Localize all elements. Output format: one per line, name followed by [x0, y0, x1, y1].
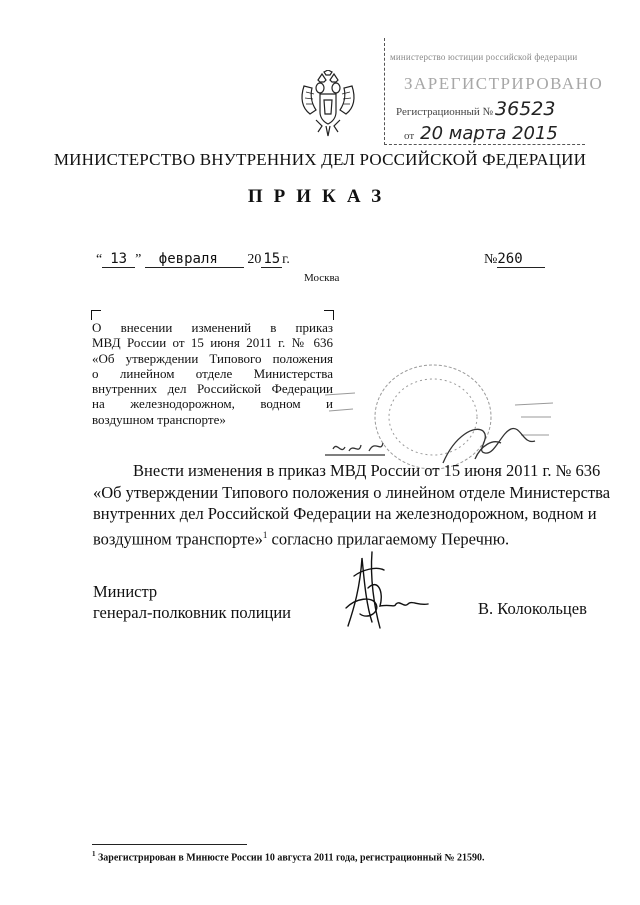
- body-line-last: [93, 525, 583, 550]
- order-city: Москва: [304, 272, 340, 284]
- body-line: «Об утверждении Типового положения о линейном отделе Министерства: [93, 482, 611, 502]
- subject-line: внутренних дел Российской Федерации: [92, 381, 333, 397]
- body-line-text: воздушном транспорте»: [93, 529, 263, 548]
- order-year-suffix: 15: [263, 251, 281, 267]
- body-line: Внести изменения в приказ МВД России от 15 июня 2011 г. № 636: [133, 461, 601, 480]
- registration-date-label: от: [404, 130, 415, 142]
- order-number: [484, 251, 545, 268]
- subject-corner-right: [324, 310, 334, 320]
- registration-date-line: [404, 123, 558, 144]
- subject-corner-left: [91, 310, 101, 320]
- body-line: внутренних дел Российской Федерации на железнодорожном, водном и: [93, 504, 597, 523]
- order-month: февраля: [145, 251, 244, 268]
- subject-line: «Об утверждении Типового положения: [92, 350, 333, 366]
- registration-date: 20 марта 2015: [420, 123, 558, 144]
- footnote-reference: 1: [262, 529, 268, 540]
- document-title: ПРИКАЗ: [247, 186, 393, 207]
- subject-line: о линейном отделе Министерства: [92, 365, 333, 381]
- order-date: [96, 251, 290, 268]
- registration-status: ЗАРЕГИСТРИРОВАНО: [404, 74, 604, 93]
- registration-number-line: [396, 98, 555, 120]
- subject-line: воздушном транспорте»: [92, 411, 226, 427]
- footnote-text: Зарегистрирован в Минюсте России 10 августа 2011 года, регистрационный № 21590.: [98, 852, 485, 864]
- signatory-name: В. Колокольцев: [478, 599, 587, 618]
- order-number-value: 260: [497, 251, 544, 268]
- order-body: [93, 460, 611, 550]
- registration-ministry-line: министерство юстиции российской федерации: [390, 52, 578, 62]
- signatory-title: [93, 581, 291, 623]
- quote-close: ”: [135, 252, 142, 267]
- subject-line: О внесении изменений в приказ: [92, 320, 333, 335]
- footnote-mark: 1: [92, 850, 96, 858]
- handwritten-signature: [332, 548, 432, 632]
- signatory-position: Министр: [93, 582, 158, 601]
- order-day: 13: [102, 251, 135, 268]
- registration-number-label: Регистрационный №: [396, 106, 494, 118]
- coat-of-arms-icon: [296, 70, 360, 138]
- order-number-sign: №: [484, 252, 498, 267]
- body-line-tail: согласно прилагаемому Перечню.: [267, 529, 510, 548]
- order-year-prefix: 20: [247, 252, 262, 267]
- footnote-divider: [92, 844, 247, 845]
- subject-line: на железнодорожном, водном и: [92, 396, 333, 412]
- subject-line: МВД России от 15 июня 2011 г. № 636: [92, 335, 333, 351]
- quote-open: “: [96, 252, 103, 267]
- signatory-rank: генерал-полковник полиции: [93, 603, 292, 622]
- round-seal-stamp: [325, 355, 555, 475]
- ministry-name: МИНИСТЕРСТВО ВНУТРЕННИХ ДЕЛ РОССИЙСКОЙ ФЕДЕРАЦИИ: [53, 150, 587, 169]
- registration-number: 36523: [495, 98, 556, 120]
- footnote: [92, 850, 485, 863]
- order-year-unit: г.: [282, 252, 290, 267]
- order-subject: [92, 320, 333, 427]
